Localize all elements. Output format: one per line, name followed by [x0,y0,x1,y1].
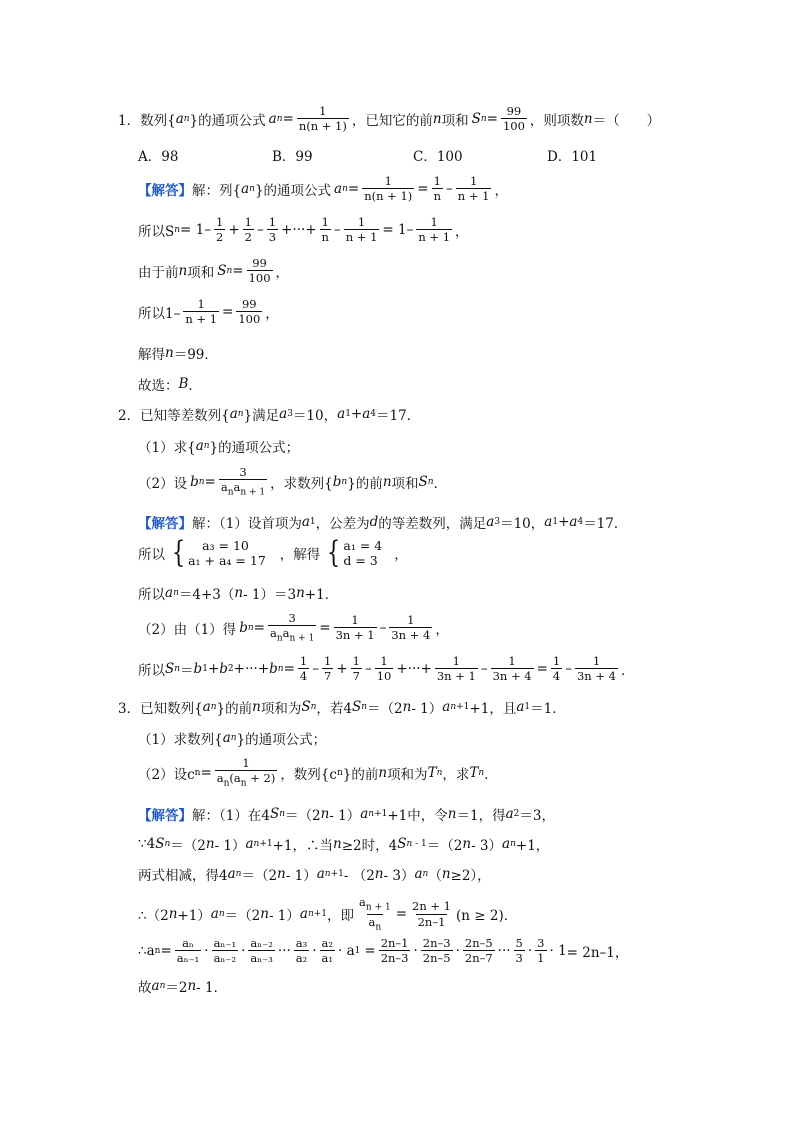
q1-stem: 1． 数列{ a n }的通项公式 a n = $\frac{1}{n(n + 1)}$ ，已知它的前 n 项和 S n = $\frac{99}{100}$ ，则项数 n ＝（ ） [118,104,661,134]
q2-part-1: （1）求{ a n }的通项公式； [138,438,300,456]
q2-part-2: （2）设 b n = $\frac{3}{a_na_{n + 1}}$ ，求数列{ b n }的前 n 项和 S n ． [138,465,448,498]
q3-solution-line-3: 两式相减，得4 a n ＝（2 n - 1） a n+1 - （2 n - 3） a n （ n ≥2）， [138,866,491,884]
q2-stem: 2． 已知等差数列{ a n }满足 a 3 ＝10， a 1 + a 4 ＝17． [118,406,421,424]
option-d[interactable]: D．101 [547,149,598,165]
solution-tag: 【解答】 [138,808,192,824]
fraction: $\frac{99}{100}$ [502,104,525,134]
q1-solution-line-6: 故选： B ． [138,376,202,394]
q1-solution-line-5: 解得 n ＝99． [138,345,218,363]
q2-solution-line-3: 所以 a n ＝4+3（ n - 1）＝3 n +1． [138,585,339,603]
q1-solution-line-2: 所以S n = 1– $\frac{1}{2}$ + $\frac{1}{2}$ – $\frac{1}{3}$ +···+ $\frac{1}{n}$ – $\frac{1}{n + 1}$ = 1– $\frac{1}{n + 1}$ ， [138,215,469,245]
q3-part-1: （1）求数列{ a n }的通项公式； [138,730,327,748]
option-a[interactable]: A．98 [138,149,179,165]
option-c[interactable]: C．100 [413,149,463,165]
fraction: $\frac{1}{n(n + 1)}$ [298,104,347,134]
q3-solution-line-6: 故 a n ＝2 n - 1． [138,978,228,996]
q2-solution-line-1: 【解答】 解：（1）设首项为 a 1 ，公差为 d 的等差数列，满足 a 3 ＝10， a 1 + a 4 ＝17． [138,514,628,532]
solution-tag: 【解答】 [138,182,192,199]
q3-stem: 3． 已知数列{ a n }的前 n 项和为 S n ，若4 S n ＝（2 n - 1） a n+1 +1，且 a 1 ＝1． [118,699,566,717]
q3-solution-line-1: 【解答】 解：（1）在4 S n ＝（2 n - 1） a n+1 +1中，令 n ＝1，得 a 2 ＝3， [138,806,555,824]
q2-solution-line-4: （2）由（1）得 b n = $\frac{3}{a_na_{n + 1}}$ = $\frac{1}{3n + 1}$ – $\frac{1}{3n + 4}$ ， [138,611,449,644]
equation-system: { a₁ = 4 d = 3 [327,535,383,570]
q1-solution-line-3: 由于前 n 项和 S n = $\frac{99}{100}$ ， [138,256,290,286]
q3-solution-line-5: ∴a n = $\frac{\text{aₙ}}{\text{aₙ₋₁}}$ · $\frac{\text{aₙ₋₁}}{\text{aₙ₋₂}}$ · $\frac{\text{aₙ₋₂}}{\text{aₙ₋₃}}$ ··· $\frac{\text{a₃}}{\text{a₂}}$ · $\frac{\text{a₂}}{\text{a₁}}$ · a 1 = $\frac{2n-1}{2n-3}$ · $\frac{2n-3}{2n-5}$ · $\frac{2n-5}{2n-7}$ ··· $\frac{5}{3}$ · $\frac{3}{1}$ · 1 = 2n–1， [138,936,629,966]
equation-system: { a₃ = 10 a₁ + a₄ = 17 [171,535,266,570]
q3-solution-line-4: ∴（2 n +1） a n ＝（2 n - 1） a n+1 ，即 $\frac{a_{n + 1}}{a_n}$ = $\frac{2n + 1}{2n-1}$ (n ≥ 2)． [138,895,518,932]
q3-part-2: （2）设c n = $\frac{1}{a_n(a_n + 2)}$ ，数列{c n }的前 n 项和为 T n ，求 T n ． [138,756,498,789]
option-b[interactable]: B．99 [272,149,313,165]
q1-solution-line-1: 【解答】 解：列{ a n }的通项公式 a n = $\frac{1}{n(n + 1)}$ = $\frac{1}{n}$ – $\frac{1}{n + 1}$ ， [138,174,508,204]
q1-solution-line-4: 所以1– $\frac{1}{n + 1}$ = $\frac{99}{100}$ ， [138,297,279,327]
q2-solution-line-5: 所以 S n ＝ b 1 + b 2 +···+ b n = $\frac{1}{4}$ – $\frac{1}{7}$ + $\frac{1}{7}$ – $\frac{1}{10}$ +···+ $\frac{1}{3n + 1}$ – $\frac{1}{3n + 4}$ = $\frac{1}{4}$ – $\frac{1}{3n + 4}$ ． [138,654,635,684]
q3-solution-line-2: ∵4 S n ＝（2 n - 1） a n+1 +1，∴当 n ≥2时，4 S n - 1 ＝（2 n - 3） a n +1， [138,836,550,854]
q2-solution-line-2: 所以 { a₃ = 10 a₁ + a₄ = 17 ，解得 { a₁ = 4 d = 3 ， [138,535,408,570]
solution-tag: 【解答】 [138,516,192,532]
